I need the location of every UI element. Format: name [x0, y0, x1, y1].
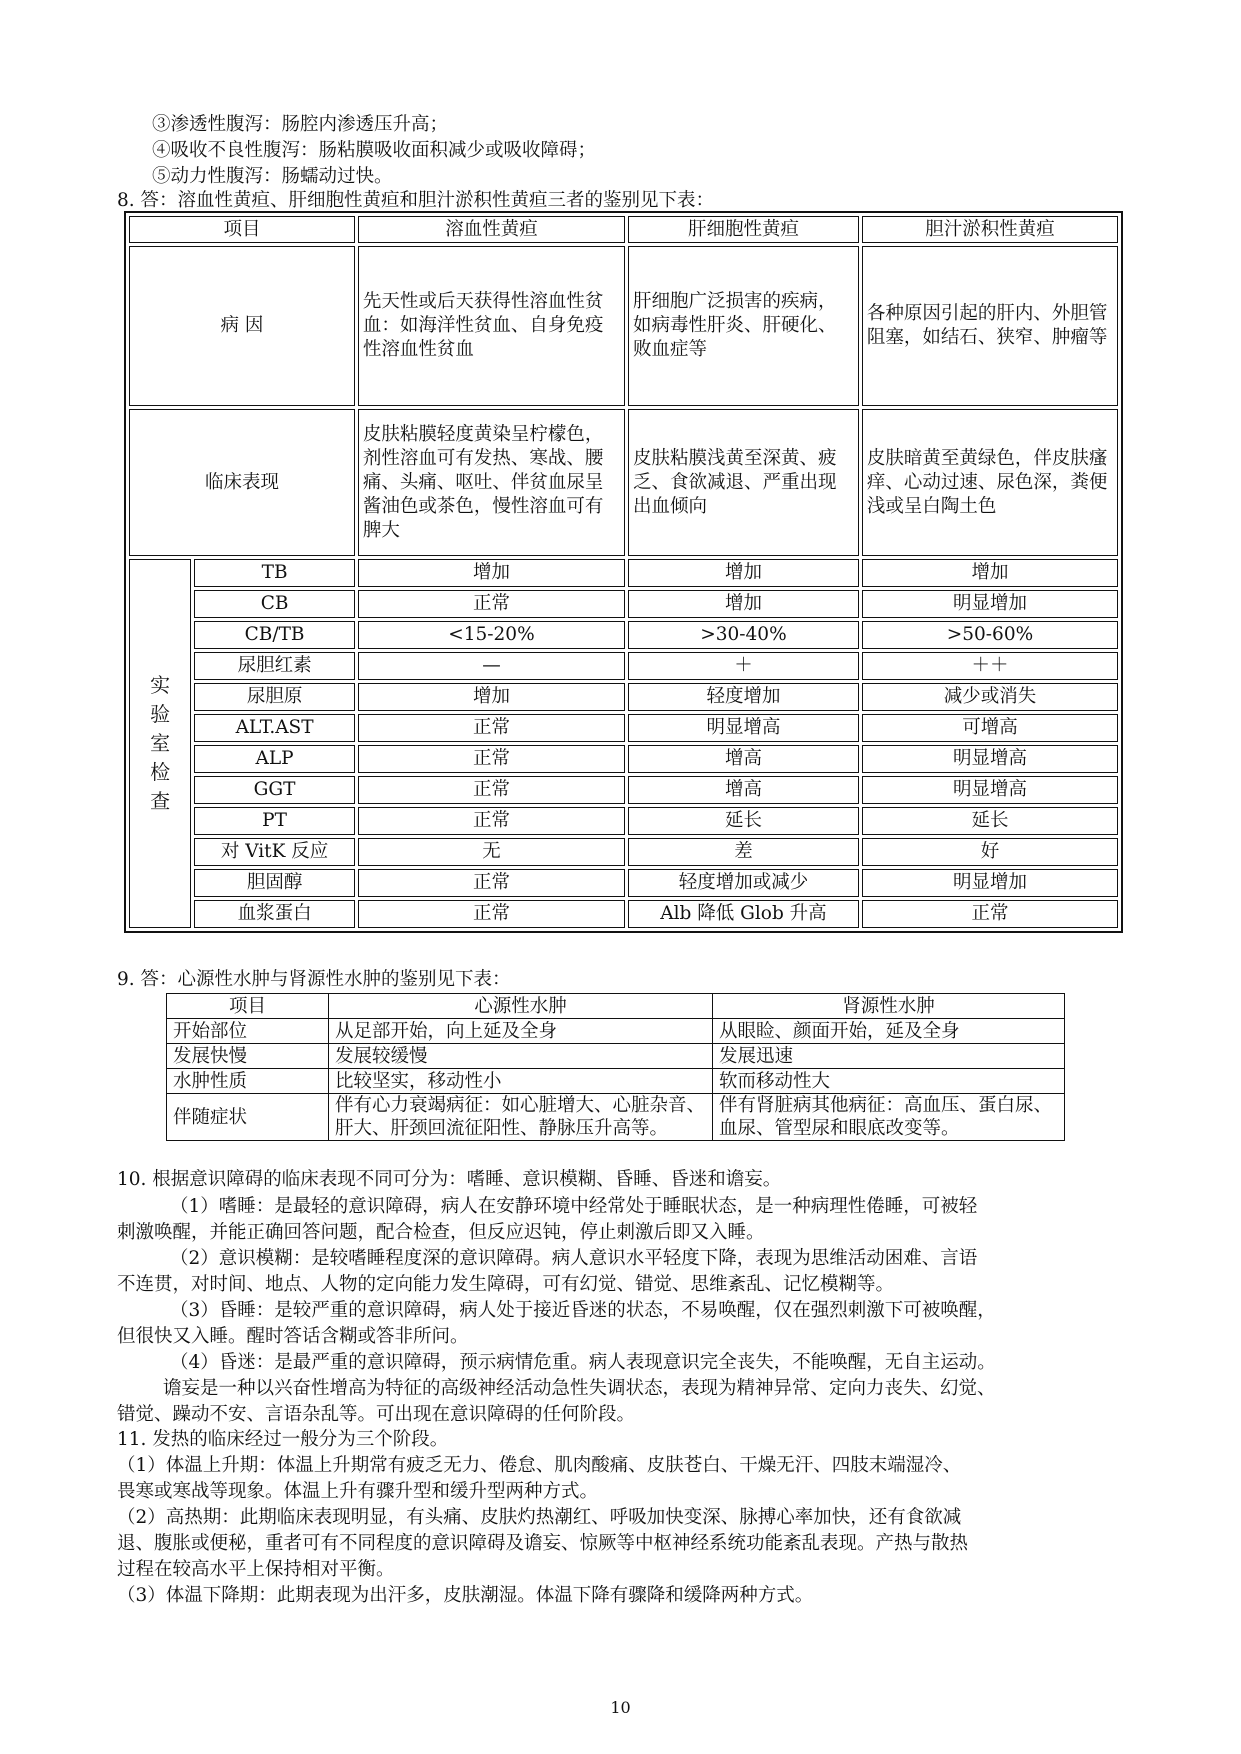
table-row	[129, 745, 1118, 773]
table-cell: 明显增高	[862, 745, 1118, 773]
row-label: 伴随症状	[167, 1094, 329, 1141]
jaundice-comparison-table	[124, 211, 1123, 933]
text-line: 错觉、躁动不安、言语杂乱等。可出现在意识障碍的任何阶段。	[117, 1404, 636, 1425]
table-cell: 增高	[628, 745, 859, 773]
table-row	[129, 869, 1118, 897]
table-cell: 明显增加	[862, 590, 1118, 618]
text-line: （3）体温下降期：此期表现为出汗多，皮肤潮湿。体温下降有骤降和缓降两种方式。	[117, 1585, 814, 1606]
table-cell: 增高	[628, 776, 859, 804]
lab-item: 血浆蛋白	[194, 900, 355, 928]
text-line: （2）意识模糊：是较嗜睡程度深的意识障碍。病人意识水平轻度下降，表现为思维活动困难、言语	[170, 1248, 978, 1269]
lab-item: GGT	[194, 776, 355, 804]
table-cell: 正常	[862, 900, 1118, 928]
lab-item: CB/TB	[194, 621, 355, 649]
table-row	[129, 776, 1118, 804]
text-line: （1）体温上升期：体温上升期常有疲乏无力、倦怠、肌肉酸痛、皮肤苍白、干燥无汗、四肢末端湿冷、	[117, 1455, 962, 1476]
table-header-cell: 肾源性水肿	[713, 994, 1065, 1019]
lab-section-label-text: 实验室检查	[150, 673, 171, 813]
table-cell: 正常	[358, 900, 625, 928]
table-cell: 好	[862, 838, 1118, 866]
table-cell: Alb 降低 Glob 升高	[628, 900, 859, 928]
lab-item: ALP	[194, 745, 355, 773]
table-row	[129, 590, 1118, 618]
table-cell: 正常	[358, 776, 625, 804]
table-header-cell: 溶血性黄疸	[358, 216, 625, 243]
table-row	[129, 900, 1118, 928]
table-header-cell: 肝细胞性黄疸	[628, 216, 859, 243]
table-row	[129, 621, 1118, 649]
table-cell: 软而移动性大	[713, 1069, 1065, 1094]
table-cell: >30-40%	[628, 621, 859, 649]
table-cell: 无	[358, 838, 625, 866]
row-label: 病 因	[129, 246, 355, 406]
table-cell: 增加	[358, 683, 625, 711]
question-10-intro: 10. 根据意识障碍的临床表现不同可分为：嗜睡、意识模糊、昏睡、昏迷和谵妄。	[117, 1169, 782, 1190]
table-cell: <15-20%	[358, 621, 625, 649]
lab-item: 对 VitK 反应	[194, 838, 355, 866]
table-row	[129, 246, 1118, 406]
table-row	[167, 1069, 1065, 1094]
table-cell: 增加	[628, 590, 859, 618]
row-label: 水肿性质	[167, 1069, 329, 1094]
table-cell: 轻度增加或减少	[628, 869, 859, 897]
question-9-intro: 9. 答：心源性水肿与肾源性水肿的鉴别见下表：	[117, 969, 511, 990]
table-row	[129, 807, 1118, 835]
question-8-intro: 8. 答：溶血性黄疸、肝细胞性黄疸和胆汁淤积性黄疸三者的鉴别见下表：	[117, 190, 715, 211]
row-label: 临床表现	[129, 409, 355, 556]
table-cell: 明显增加	[862, 869, 1118, 897]
edema-comparison-table	[166, 993, 1065, 1141]
table-cell: 皮肤粘膜轻度黄染呈柠檬色，剂性溶血可有发热、寒战、腰痛、头痛、呕吐、伴贫血尿呈酱油色或茶色，慢性溶血可有脾大	[358, 409, 625, 556]
table-row	[167, 1094, 1065, 1141]
table-cell: 皮肤粘膜浅黄至深黄、疲乏、食欲减退、严重出现出血倾向	[628, 409, 859, 556]
table-header-row	[129, 216, 1118, 243]
text-line: 退、腹胀或便秘，重者可有不同程度的意识障碍及谵妄、惊厥等中枢神经系统功能紊乱表现。产热与散热	[117, 1533, 969, 1554]
row-label: 开始部位	[167, 1019, 329, 1044]
table-cell: 明显增高	[628, 714, 859, 742]
table-cell: 伴有心力衰竭病征：如心脏增大、心脏杂音、肝大、肝颈回流征阳性、静脉压升高等。	[329, 1094, 713, 1141]
table-cell: 延长	[628, 807, 859, 835]
table-cell: 皮肤暗黄至黄绿色，伴皮肤瘙痒、心动过速、尿色深，粪便浅或呈白陶土色	[862, 409, 1118, 556]
text-line: （2）高热期：此期临床表现明显，有头痛、皮肤灼热潮红、呼吸加快变深、脉搏心率加快，还有食欲减	[117, 1507, 962, 1528]
table-cell: 正常	[358, 869, 625, 897]
table-cell: 明显增高	[862, 776, 1118, 804]
table-cell: 伴有肾脏病其他病征：高血压、蛋白尿、血尿、管型尿和眼底改变等。	[713, 1094, 1065, 1141]
table-cell: 差	[628, 838, 859, 866]
table-cell: >50-60%	[862, 621, 1118, 649]
lab-item: 尿胆红素	[194, 652, 355, 680]
lab-item: 尿胆原	[194, 683, 355, 711]
text-line: ④吸收不良性腹泻：肠粘膜吸收面积减少或吸收障碍；	[152, 140, 597, 161]
table-cell: ＋	[628, 652, 859, 680]
lab-item: TB	[194, 559, 355, 587]
table-cell: 先天性或后天获得性溶血性贫血：如海洋性贫血、自身免疫性溶血性贫血	[358, 246, 625, 406]
lab-section-label	[129, 559, 191, 928]
table-cell: 减少或消失	[862, 683, 1118, 711]
table-cell: 正常	[358, 745, 625, 773]
table-header-row	[167, 994, 1065, 1019]
table-cell: 从眼睑、颜面开始，延及全身	[713, 1019, 1065, 1044]
table-row	[129, 683, 1118, 711]
table-cell: 增加	[358, 559, 625, 587]
text-line: （3）昏睡：是较严重的意识障碍，病人处于接近昏迷的状态，不易唤醒，仅在强烈刺激下可被唤醒，	[170, 1300, 996, 1321]
table-cell: 比较坚实，移动性小	[329, 1069, 713, 1094]
table-row	[167, 1044, 1065, 1069]
question-11-intro: 11. 发热的临床经过一般分为三个阶段。	[117, 1429, 449, 1450]
text-line: ③渗透性腹泻：肠腔内渗透压升高；	[152, 114, 449, 135]
lab-item: CB	[194, 590, 355, 618]
table-row	[129, 714, 1118, 742]
table-header-cell: 心源性水肿	[329, 994, 713, 1019]
table-cell: 延长	[862, 807, 1118, 835]
text-line: 刺激唤醒，并能正确回答问题，配合检查，但反应迟钝，停止刺激后即又入睡。	[117, 1222, 765, 1243]
table-header-cell: 项目	[167, 994, 329, 1019]
table-cell: —	[358, 652, 625, 680]
table-cell: 可增高	[862, 714, 1118, 742]
table-row	[129, 559, 1118, 587]
table-cell: ＋＋	[862, 652, 1118, 680]
text-line: 畏寒或寒战等现象。体温上升有骤升型和缓升型两种方式。	[117, 1481, 599, 1502]
table-row	[129, 652, 1118, 680]
table-row	[129, 409, 1118, 556]
table-cell: 肝细胞广泛损害的疾病，如病毒性肝炎、肝硬化、败血症等	[628, 246, 859, 406]
table-cell: 正常	[358, 807, 625, 835]
text-line: ⑤动力性腹泻：肠蠕动过快。	[152, 166, 393, 187]
text-line: 但很快又入睡。醒时答话含糊或答非所问。	[117, 1326, 469, 1347]
table-cell: 发展较缓慢	[329, 1044, 713, 1069]
text-line: （1）嗜睡：是最轻的意识障碍，病人在安静环境中经常处于睡眠状态，是一种病理性倦睡，可被轻	[170, 1196, 978, 1217]
table-header-cell: 项目	[129, 216, 355, 243]
table-cell: 各种原因引起的肝内、外胆管阻塞，如结石、狭窄、肿瘤等	[862, 246, 1118, 406]
lab-item: PT	[194, 807, 355, 835]
table-cell: 轻度增加	[628, 683, 859, 711]
table-header-cell: 胆汁淤积性黄疸	[862, 216, 1118, 243]
table-cell: 增加	[628, 559, 859, 587]
table-row	[167, 1019, 1065, 1044]
lab-item: 胆固醇	[194, 869, 355, 897]
lab-item: ALT.AST	[194, 714, 355, 742]
page-number: 10	[610, 1698, 631, 1717]
row-label: 发展快慢	[167, 1044, 329, 1069]
table-cell: 发展迅速	[713, 1044, 1065, 1069]
table-cell: 从足部开始，向上延及全身	[329, 1019, 713, 1044]
text-line: 过程在较高水平上保持相对平衡。	[117, 1559, 395, 1580]
table-row	[129, 838, 1118, 866]
text-line: 不连贯，对时间、地点、人物的定向能力发生障碍，可有幻觉、错觉、思维紊乱、记忆模糊等。	[117, 1274, 895, 1295]
table-cell: 正常	[358, 714, 625, 742]
text-line: （4）昏迷：是最严重的意识障碍，预示病情危重。病人表现意识完全丧失，不能唤醒，无自主运动。	[170, 1352, 996, 1373]
table-cell: 增加	[862, 559, 1118, 587]
table-cell: 正常	[358, 590, 625, 618]
text-line: 谵妄是一种以兴奋性增高为特征的高级神经活动急性失调状态，表现为精神异常、定向力丧失、幻觉、	[163, 1378, 996, 1399]
